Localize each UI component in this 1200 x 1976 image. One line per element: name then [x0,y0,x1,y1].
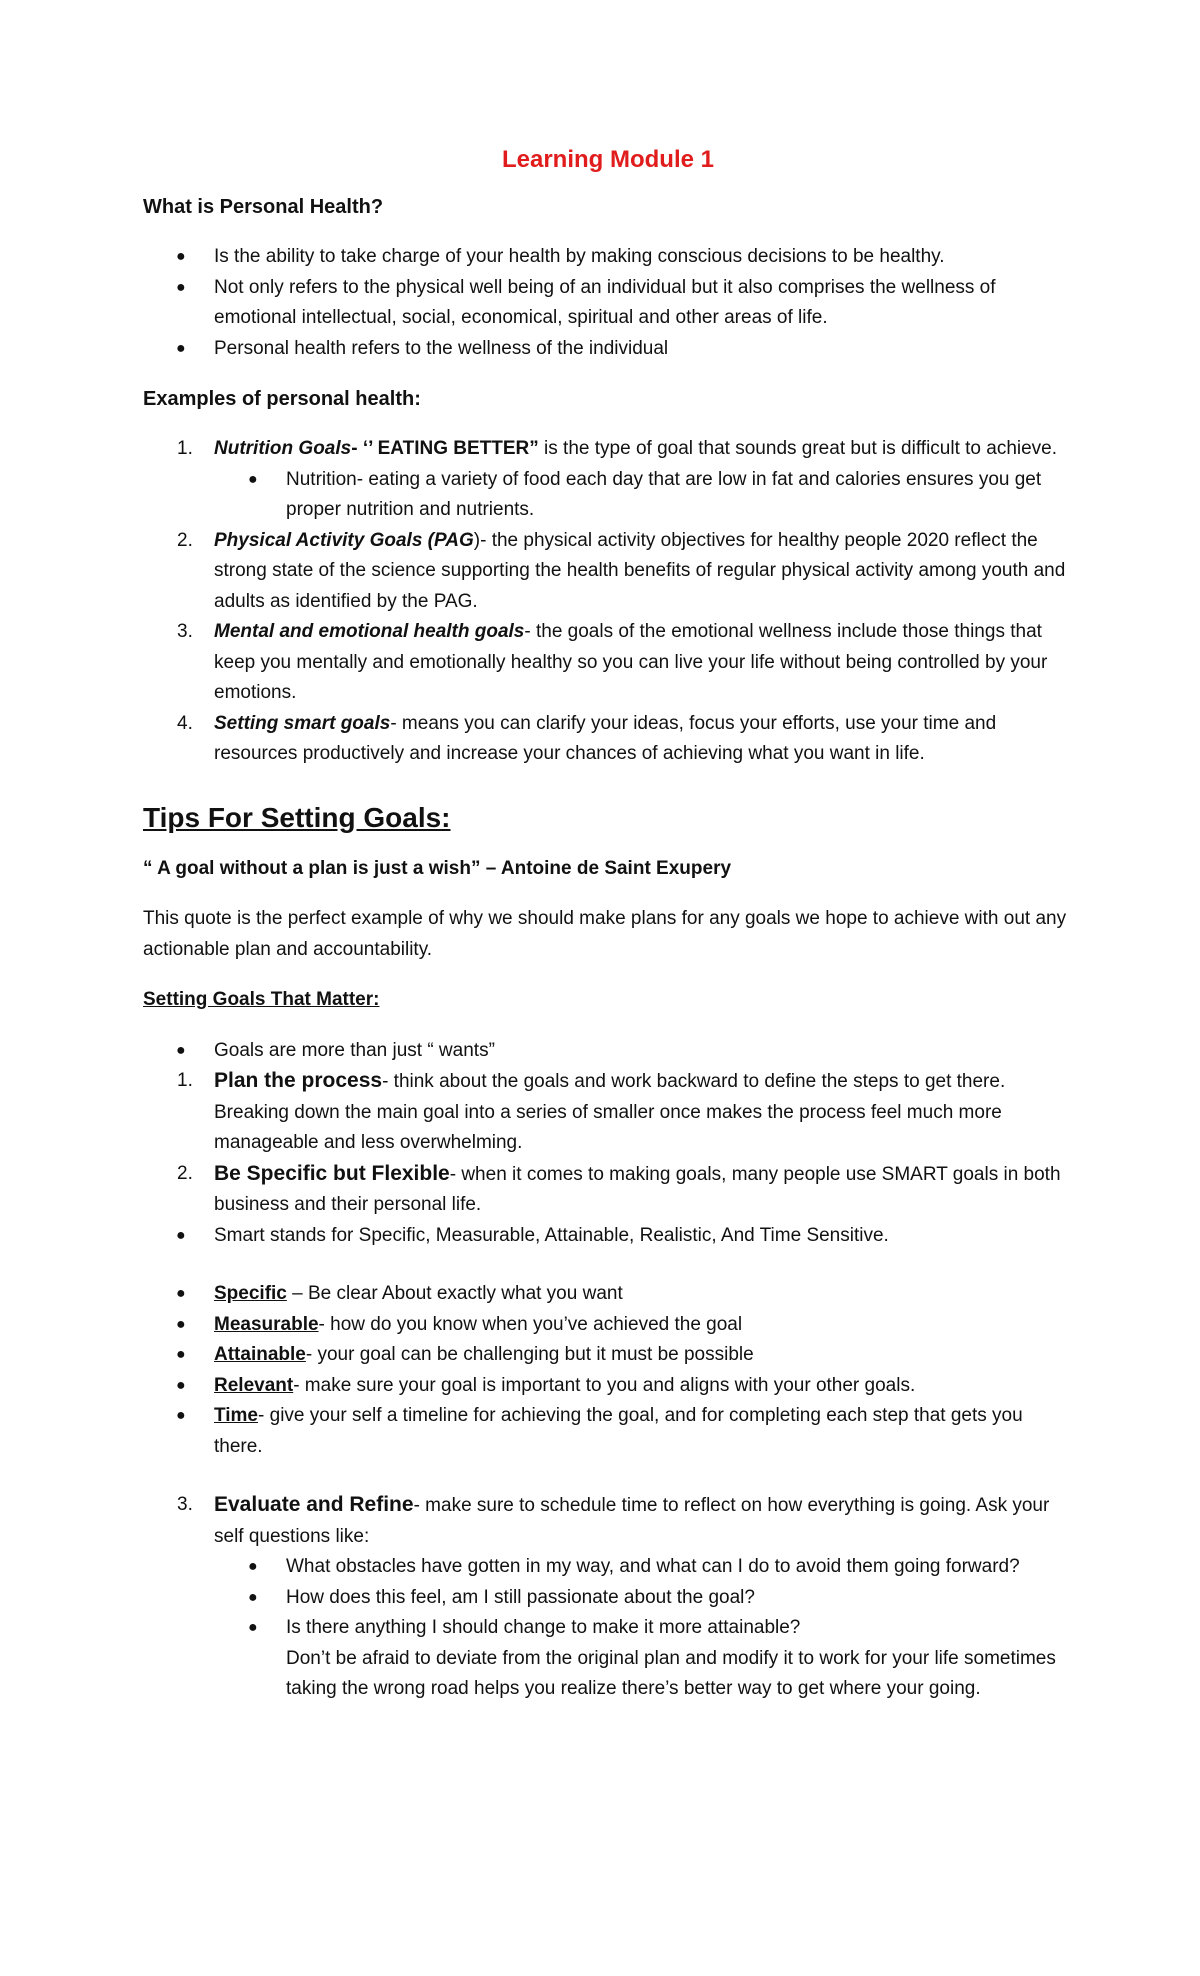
bullet-icon: ● [176,248,186,265]
quote: “ A goal without a plan is just a wish” – Antoine de Saint Exupery [143,857,732,879]
list-item: 3. Mental and emotional health goals- the goals of the emotional wellness include those things that keep you mentally and emotionally healthy so you can live your life without being controlled by your emotions. [177,621,1048,703]
bullet-icon: ● [176,1041,186,1059]
bullet-icon: ● [248,1619,258,1636]
document-page [143,140,1073,1705]
tips-heading: Tips For Setting Goals: [143,801,451,833]
bullet-icon: ● [176,1285,186,1302]
bullet-icon: ● [176,339,186,357]
section-heading-personal-health: What is Personal Health? [143,196,384,218]
bullet-icon: ● [176,1407,186,1424]
spacer [143,1251,1073,1279]
bullet-icon: ● [176,1376,186,1394]
spacer [143,1462,1073,1490]
personal-health-list [143,242,1073,364]
quote-explanation: This quote is the perfect example of why we should make plans for any goals we hope to achieve with out any actionable plan and accountability. [143,908,1067,960]
examples-list [143,434,1073,770]
subheading-setting-goals: Setting Goals That Matter: [143,989,380,1010]
evaluate-list [143,1490,1073,1705]
list-item: ● Specific – Be clear About exactly what you want [143,1279,1073,1310]
smart-list [143,1279,1073,1462]
bullet-icon: ● [176,1346,186,1363]
list-item: ● Personal health refers to the wellness of the individual [143,334,1073,365]
list-item: 2. Be Specific but Flexible- when it comes to making goals, many people use SMART goals in both business and their personal life. [177,1161,1061,1215]
list-item: ● Not only refers to the physical well being of an individual but it also comprises the wellness of emotional intellectual, social, economical, spiritual and other areas of life. [143,273,1073,334]
list-item: ● Attainable- your goal can be challenging but it must be possible [143,1340,1073,1371]
list-item: ● How does this feel, am I still passionate about the goal? [143,1583,1073,1614]
list-item: 1. Nutrition Goals- ‘’ EATING BETTER” is the type of goal that sounds great but is difficult to achieve. [177,438,1058,459]
list-item: 2. Physical Activity Goals (PAG)- the physical activity objectives for healthy people 2020 reflect the strong state of the science supporting the health benefits of regular physical activity among youth and adults as identified by the PAG. [177,529,1066,612]
closing-text: Don’t be afraid to deviate from the original plan and modify it to work for your life sometimes taking the wrong road helps you realize there’s better way to get where your going. [286,1647,1056,1699]
list-item: 4. Setting smart goals- means you can clarify your ideas, focus your efforts, use your time and resources productively and increase your chances of achieving what you want in life. [177,712,997,764]
list-item: ● What obstacles have gotten in my way, and what can I do to avoid them going forward? [143,1552,1073,1583]
list-item: 1. Plan the process- think about the goals and work backward to define the steps to get there. Breaking down the main goal into a series of smaller once makes the process feel much more manageable and less overwhelming. [177,1069,1006,1153]
bullet-icon: ● [248,1588,258,1606]
list-item: ● Goals are more than just “ wants” [143,1036,1073,1067]
page-title: Learning Module 1 [501,146,714,173]
list-item: ● Measurable- how do you know when you’ve achieved the goal [143,1310,1073,1341]
list-item: ● Nutrition- eating a variety of food each day that are low in fat and calories ensures you get proper nutrition and nutrients. [143,465,1073,526]
list-item: ● Time- give your self a timeline for achieving the goal, and for completing each step that gets you there. [143,1401,1073,1462]
list-item: ● Smart stands for Specific, Measurable, Attainable, Realistic, And Time Sensitive. [143,1221,1073,1252]
bullet-icon: ● [176,1226,186,1244]
bullet-icon: ● [248,1558,258,1575]
list-item: ● Relevant- make sure your goal is important to you and aligns with your other goals. [143,1371,1073,1402]
list-item: ● Is the ability to take charge of your health by making conscious decisions to be healthy. [143,242,1073,273]
section-heading-examples: Examples of personal health: [143,388,421,410]
bullet-icon: ● [248,470,258,488]
bullet-icon: ● [176,1315,186,1333]
list-item: 3. Evaluate and Refine- make sure to schedule time to reflect on how everything is going. Ask your self questions like: [177,1493,1050,1547]
goals-list [143,1036,1073,1252]
list-item: ● Is there anything I should change to make it more attainable? Don’t be afraid to deviate from the original plan and modify it to work for your life sometimes taking the wrong road helps you realize there’s better way to get where your going. [143,1613,1073,1705]
bullet-icon: ● [176,278,186,296]
